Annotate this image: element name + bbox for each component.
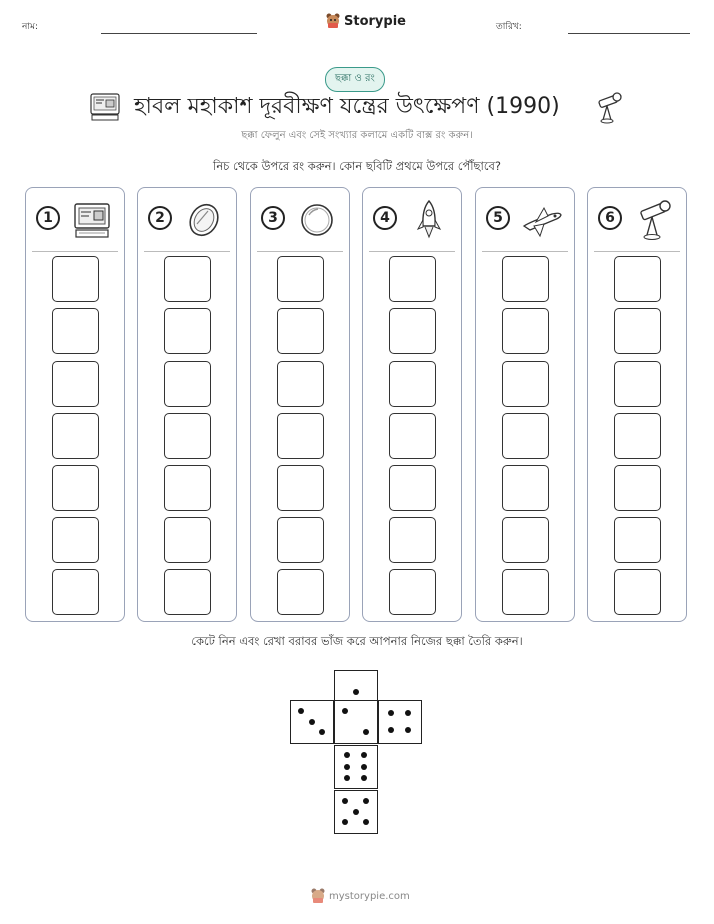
color-box[interactable] — [164, 569, 211, 615]
column-header — [482, 188, 568, 252]
color-box[interactable] — [164, 517, 211, 563]
die-pip — [363, 729, 369, 735]
die-face-5 — [334, 790, 378, 834]
die-pip — [319, 729, 325, 735]
die-pip — [361, 764, 367, 770]
die-pip — [298, 708, 304, 714]
color-box[interactable] — [614, 517, 661, 563]
column-number: 2 — [148, 206, 172, 230]
column-header — [369, 188, 455, 252]
lens-icon — [295, 198, 339, 242]
color-box[interactable] — [502, 517, 549, 563]
column-2 — [137, 187, 237, 622]
name-label: নাম: — [22, 22, 39, 32]
color-box[interactable] — [502, 413, 549, 459]
color-box[interactable] — [389, 361, 436, 407]
mascot-icon — [326, 13, 340, 29]
color-box[interactable] — [614, 569, 661, 615]
computer-title-icon — [89, 93, 121, 121]
die-pip — [363, 819, 369, 825]
column-4 — [362, 187, 462, 622]
color-box[interactable] — [614, 308, 661, 354]
color-box[interactable] — [614, 413, 661, 459]
die-pip — [342, 819, 348, 825]
color-box[interactable] — [502, 361, 549, 407]
color-box[interactable] — [52, 465, 99, 511]
color-box[interactable] — [164, 308, 211, 354]
color-box[interactable] — [389, 569, 436, 615]
page-title: হাবল মহাকাশ দূরবীক্ষণ যন্ত্রের উৎক্ষেপণ (1990) — [134, 94, 560, 119]
color-box[interactable] — [52, 308, 99, 354]
space-shuttle-icon — [520, 198, 564, 242]
color-box[interactable] — [164, 256, 211, 302]
color-box[interactable] — [164, 361, 211, 407]
color-box[interactable] — [277, 517, 324, 563]
mascot-footer-icon — [311, 888, 325, 904]
die-pip — [361, 752, 367, 758]
column-3 — [250, 187, 350, 622]
column-number: 4 — [373, 206, 397, 230]
cut-instruction: কেটে নিন এবং রেখা বরাবর ভাঁজ করে আপনার নিজের ছক্কা তৈরি করুন। — [191, 634, 523, 648]
date-label: তারিখ: — [496, 22, 522, 32]
die-pip — [405, 727, 411, 733]
column-number: 5 — [486, 206, 510, 230]
column-header — [257, 188, 343, 252]
column-number: 1 — [36, 206, 60, 230]
die-face-3 — [290, 700, 334, 744]
color-box[interactable] — [502, 465, 549, 511]
die-pip — [388, 727, 394, 733]
column-header — [32, 188, 118, 252]
color-box[interactable] — [614, 361, 661, 407]
computer-icon — [70, 198, 114, 242]
color-box[interactable] — [502, 308, 549, 354]
color-box[interactable] — [277, 308, 324, 354]
color-box[interactable] — [389, 413, 436, 459]
die-pip — [344, 775, 350, 781]
date-line[interactable] — [568, 33, 690, 34]
die-pip — [363, 798, 369, 804]
race-instruction: নিচ থেকে উপরে রং করুন। কোন ছবিটি প্রথমে উপরে পৌঁছাবে? — [213, 159, 501, 173]
color-box[interactable] — [277, 413, 324, 459]
brand-logo — [326, 13, 406, 29]
color-box[interactable] — [164, 465, 211, 511]
column-number: 3 — [261, 206, 285, 230]
color-box[interactable] — [614, 256, 661, 302]
die-face-2 — [334, 700, 378, 744]
name-line[interactable] — [101, 33, 257, 34]
column-5 — [475, 187, 575, 622]
telescope-title-icon — [593, 92, 623, 124]
color-box[interactable] — [52, 517, 99, 563]
color-box[interactable] — [277, 256, 324, 302]
color-box[interactable] — [52, 361, 99, 407]
column-1 — [25, 187, 125, 622]
color-box[interactable] — [389, 256, 436, 302]
column-header — [594, 188, 680, 252]
color-box[interactable] — [389, 308, 436, 354]
color-box[interactable] — [52, 413, 99, 459]
column-header — [144, 188, 230, 252]
die-pip — [405, 710, 411, 716]
telescope-icon — [632, 198, 676, 242]
column-6 — [587, 187, 687, 622]
die-pip — [309, 719, 315, 725]
die-pip — [388, 710, 394, 716]
rocket-icon — [407, 198, 451, 242]
brand-name: Storypie — [344, 13, 406, 29]
color-box[interactable] — [502, 256, 549, 302]
color-box[interactable] — [389, 465, 436, 511]
die-face-4 — [378, 700, 422, 744]
color-box[interactable] — [277, 361, 324, 407]
color-box[interactable] — [502, 569, 549, 615]
die-pip — [353, 809, 359, 815]
die-pip — [342, 798, 348, 804]
color-box[interactable] — [52, 569, 99, 615]
color-box[interactable] — [277, 465, 324, 511]
color-box[interactable] — [389, 517, 436, 563]
page-subtitle: ছক্কা ফেলুন এবং সেই সংখ্যার কলামে একটি বাক্স রং করুন। — [241, 130, 473, 141]
color-box[interactable] — [52, 256, 99, 302]
die-pip — [342, 708, 348, 714]
footer — [311, 888, 410, 904]
footer-url[interactable]: mystorypie.com — [329, 890, 410, 902]
die-pip — [344, 764, 350, 770]
color-box[interactable] — [614, 465, 661, 511]
column-number: 6 — [598, 206, 622, 230]
die-pip — [361, 775, 367, 781]
activity-badge: ছক্কা ও রং — [325, 67, 385, 92]
mirror-icon — [182, 198, 226, 242]
die-pip — [344, 752, 350, 758]
die-pip — [353, 689, 359, 695]
die-face-6 — [334, 745, 378, 789]
color-box[interactable] — [277, 569, 324, 615]
color-box[interactable] — [164, 413, 211, 459]
